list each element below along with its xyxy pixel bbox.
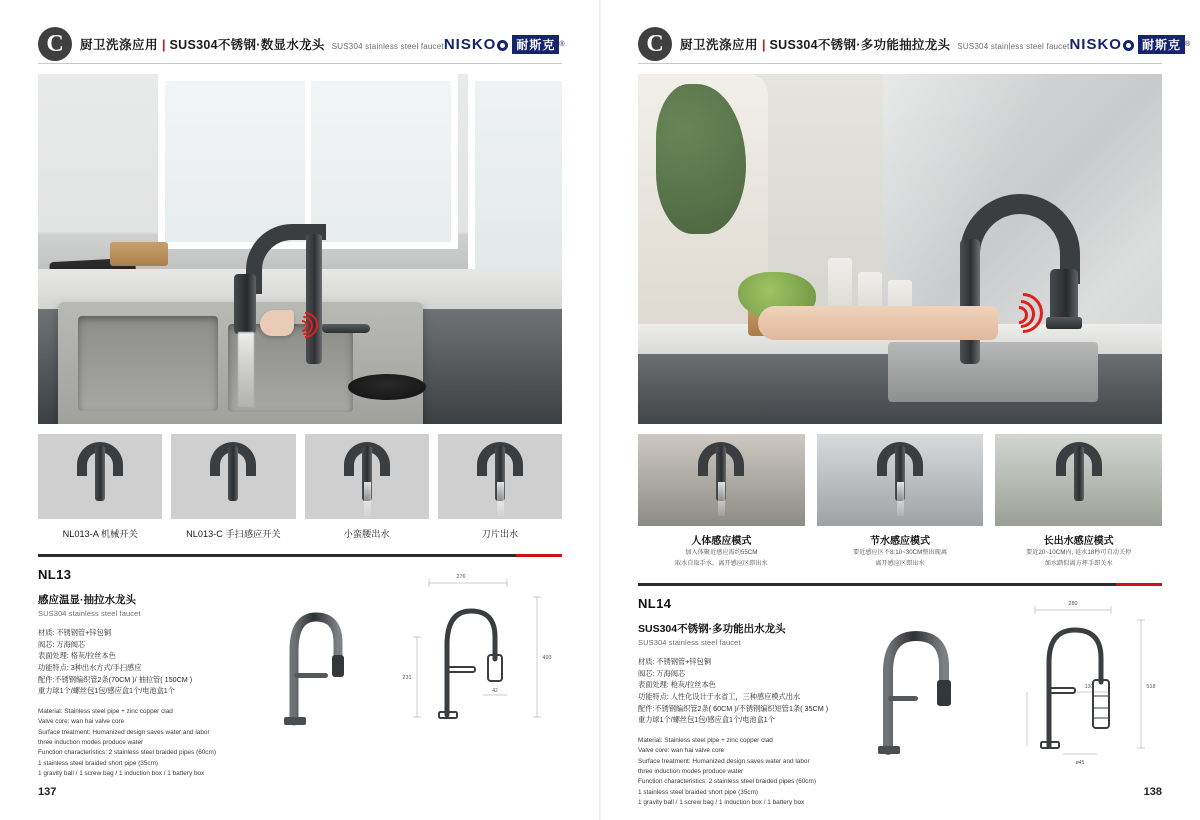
spec-line: 重力球1个/螺丝包1包/感应盒1个/电池盒1个: [38, 686, 175, 696]
hero-image-right: [638, 74, 1162, 424]
water-stream-icon: [497, 482, 504, 516]
thumbnail-image: [995, 434, 1162, 526]
product-model: NL13: [38, 567, 72, 582]
header-rule: [38, 63, 562, 64]
page-right: [600, 0, 1200, 820]
spec-text-left: [38, 567, 248, 780]
header-separator: |: [162, 38, 166, 52]
thumbnail-image: [38, 434, 162, 519]
thumbnail-caption: 节水感应模式: [870, 536, 930, 547]
sink-basin-left: [78, 316, 218, 411]
water-stream-icon: [364, 482, 371, 516]
dim-right: 518: [1146, 683, 1156, 690]
thumbnail-item: [171, 434, 295, 540]
header-category: 厨卫洗涤应用: [80, 38, 159, 52]
spec-line: 功能特点: 3种出水方式/手扫感应: [38, 662, 142, 672]
brand-logo-right: [1069, 35, 1190, 54]
dim-top: 276: [456, 574, 466, 580]
logo-cn-text: 耐斯克: [1138, 35, 1185, 54]
window-decor-2: [468, 74, 562, 284]
thumbnail-caption: 刀片出水: [481, 529, 519, 539]
page-number-right: 138: [1143, 786, 1162, 798]
faucet-head-decor: [1050, 269, 1078, 323]
thumbnail-image: [638, 434, 805, 526]
dim-left: 231: [402, 675, 412, 681]
sink-decor: [888, 342, 1098, 402]
thumbnail-subcaption-2: 取水自取手水，离开感应区即出水: [674, 559, 768, 567]
thumbnail-item: [638, 434, 805, 569]
spec-line-en: Material: Stainless steel pipe + zinc copper clad: [638, 736, 773, 744]
faucet-body-icon: [95, 446, 105, 501]
thumbnail-subcaption-1: 要近20~10CM内, 延水18秒可自动关停: [1025, 549, 1132, 556]
dim-right: 493: [542, 655, 552, 661]
water-stream-icon: [718, 482, 725, 516]
thumbnail-item: [305, 434, 429, 540]
spec-line: 配件:不锈钢编织管2条(70CM )/ 抽拉管( 150CM ): [38, 674, 193, 684]
product-model: NL14: [638, 595, 672, 611]
spec-section-left: [38, 567, 562, 780]
thumbnail-image: [171, 434, 295, 519]
thumbnail-image: [438, 434, 562, 519]
brand-logo-left: [444, 35, 565, 54]
product-drawings-left: [248, 567, 562, 742]
spec-line-en: 1 stainless steel braided short pipe (35cm): [38, 759, 159, 767]
page-number-left: 137: [38, 786, 57, 798]
header-title-en: SUS304 stainless steel faucet: [957, 42, 1070, 51]
spec-line-en: 1 stainless steel braided short pipe (35cm): [638, 788, 759, 796]
dim-inner: 130: [1084, 683, 1094, 690]
spec-line: 材质: 不锈钢管+锌包铜: [38, 628, 111, 637]
spec-line-en: Surface treatment: Humanized design saves water and labor: [38, 728, 210, 736]
spec-line: 配件:不锈钢编织管2条( 60CM )/不锈钢编织短管1条( 35CM ): [638, 703, 829, 713]
spec-line: 功能特点: 人性化设计于水省工，三种感应模式出水: [638, 691, 801, 701]
hero-image-left: [38, 74, 562, 424]
spec-line-en: Valve core: wan hai valve core: [638, 747, 725, 755]
thumbnail-subcaption-2: 加水踏似离方挥手即关水: [1044, 559, 1113, 567]
header-title-cn: SUS304不锈钢·数显水龙头: [169, 38, 325, 52]
spec-section-right: [638, 596, 1162, 809]
spec-line-en: Valve core: wan hai valve core: [38, 718, 125, 726]
thumbnail-item: [438, 434, 562, 540]
page-header-left: [38, 22, 565, 66]
logo-cn-text: 耐斯克: [512, 35, 559, 54]
spec-line: 表面处理: 枪灰/拉丝本色: [638, 680, 716, 690]
product-title-cn: SUS304不锈钢·多功能出水龙头: [638, 622, 786, 635]
section-divider-left: [38, 554, 562, 557]
pan-decor: [348, 374, 426, 400]
dim-top: 280: [1068, 600, 1078, 607]
faucet-body-decor: [306, 234, 322, 364]
header-title-group: [680, 35, 1069, 53]
logo-trademark: ®: [1184, 40, 1191, 48]
thumbnail-subcaption-2: 离开感应区即出水: [875, 559, 925, 567]
faucet-body-icon: [228, 446, 238, 501]
thumbnail-row-right: [638, 434, 1162, 569]
faucet-handle-decor: [322, 324, 370, 333]
spec-line: 重力球1个/螺丝包1包/感应盒1个/电池盒1个: [638, 715, 775, 725]
thumbnail-caption: 小蛮腰出水: [343, 529, 390, 539]
spec-line: 阀芯: 万海阀芯: [638, 668, 686, 678]
egg-tray-decor: [110, 242, 168, 266]
water-stream-icon: [897, 482, 904, 516]
spec-line: 表面处理: 格灰/拉丝本色: [38, 651, 116, 661]
product-title-en: SUS304 stainless steel faucet: [638, 637, 741, 647]
spec-list-en: [638, 736, 848, 809]
spec-list-en: [38, 707, 248, 780]
thumbnail-row-left: [38, 434, 562, 540]
faucet-body-decor: [960, 239, 980, 364]
spec-line-en: three induction modes produce water: [38, 739, 144, 747]
spec-list-cn: [38, 627, 248, 697]
spec-line-en: three induction modes produce water: [638, 768, 744, 776]
dim-bottom: ø45: [1075, 759, 1085, 766]
technical-drawing-right: [987, 596, 1162, 768]
thumbnail-item: [38, 434, 162, 540]
spec-line-en: 1 gravity ball / 1 screw bag / 1 induction box / 1 battery box: [638, 799, 805, 807]
thumbnail-caption: 长出水感应模式: [1043, 536, 1114, 547]
dim-inner: 42: [492, 688, 498, 694]
arm-decor: [758, 306, 998, 340]
spec-line-en: Function characteristics: 2 stainless steel braided pipes (60cm): [638, 778, 816, 786]
header-title-group: [80, 35, 444, 53]
window-decor: [158, 74, 458, 249]
header-category: 厨卫洗涤应用: [680, 38, 759, 52]
section-divider-right: [638, 583, 1162, 586]
product-render-left: [254, 581, 374, 731]
header-title-cn: SUS304不锈钢·多功能抽拉龙头: [769, 38, 951, 52]
header-rule: [638, 63, 1162, 64]
product-title-en: SUS304 stainless steel faucet: [38, 609, 141, 618]
header-badge-icon: C: [638, 27, 672, 61]
hand-decor: [260, 310, 294, 336]
product-drawings-right: [848, 596, 1162, 771]
faucet-tip-decor: [1046, 317, 1082, 329]
spec-line-en: 1 gravity ball / 1 screw bag / 1 induction box / 1 battery box: [38, 770, 205, 778]
thumbnail-caption: NL013-A 机械开关: [62, 529, 138, 539]
page-header-right: [638, 22, 1191, 66]
thumbnail-image: [817, 434, 984, 526]
thumbnail-image: [305, 434, 429, 519]
header-separator: |: [762, 38, 766, 52]
thumbnail-caption: NL013-C 手扫感应开关: [186, 529, 281, 539]
faucet-head-decor: [234, 274, 256, 334]
logo-text: NISKO: [443, 35, 497, 53]
header-title-en: SUS304 stainless steel faucet: [331, 42, 444, 51]
spec-line: 材质: 不锈钢管+锌包铜: [638, 656, 711, 666]
thumbnail-subcaption-1: 加入体聚近感应需约55CM: [685, 549, 758, 556]
technical-drawing-left: [387, 567, 562, 739]
thumbnail-item: [995, 434, 1162, 569]
spec-line-en: Surface treatment: Humanized design saves water and labor: [638, 757, 810, 765]
header-badge-icon: C: [38, 27, 72, 61]
spec-list-cn: [638, 656, 848, 726]
logo-dot-icon: [497, 40, 508, 51]
spec-text-right: [638, 596, 848, 809]
product-render-right: [854, 610, 974, 760]
logo-text: NISKO: [1069, 35, 1122, 53]
spec-line: 阀芯: 万海阀芯: [38, 639, 86, 649]
thumbnail-subcaption-1: 要近感应区不8:10~30CM整出现离: [852, 549, 948, 556]
product-title-cn: 感应温显·抽拉水龙头: [38, 594, 136, 606]
spec-line-en: Material: Stainless steel pipe + zinc copper clad: [38, 707, 173, 715]
spec-line-en: Function characteristics: 2 stainless steel braided pipes (60cm): [38, 749, 216, 757]
logo-trademark: ®: [559, 40, 565, 48]
faucet-body-icon: [1074, 446, 1084, 501]
water-stream-decor: [238, 332, 254, 407]
thumbnail-caption: 人体感应模式: [691, 536, 752, 547]
thumbnail-item: [817, 434, 984, 569]
logo-dot-icon: [1123, 40, 1134, 51]
